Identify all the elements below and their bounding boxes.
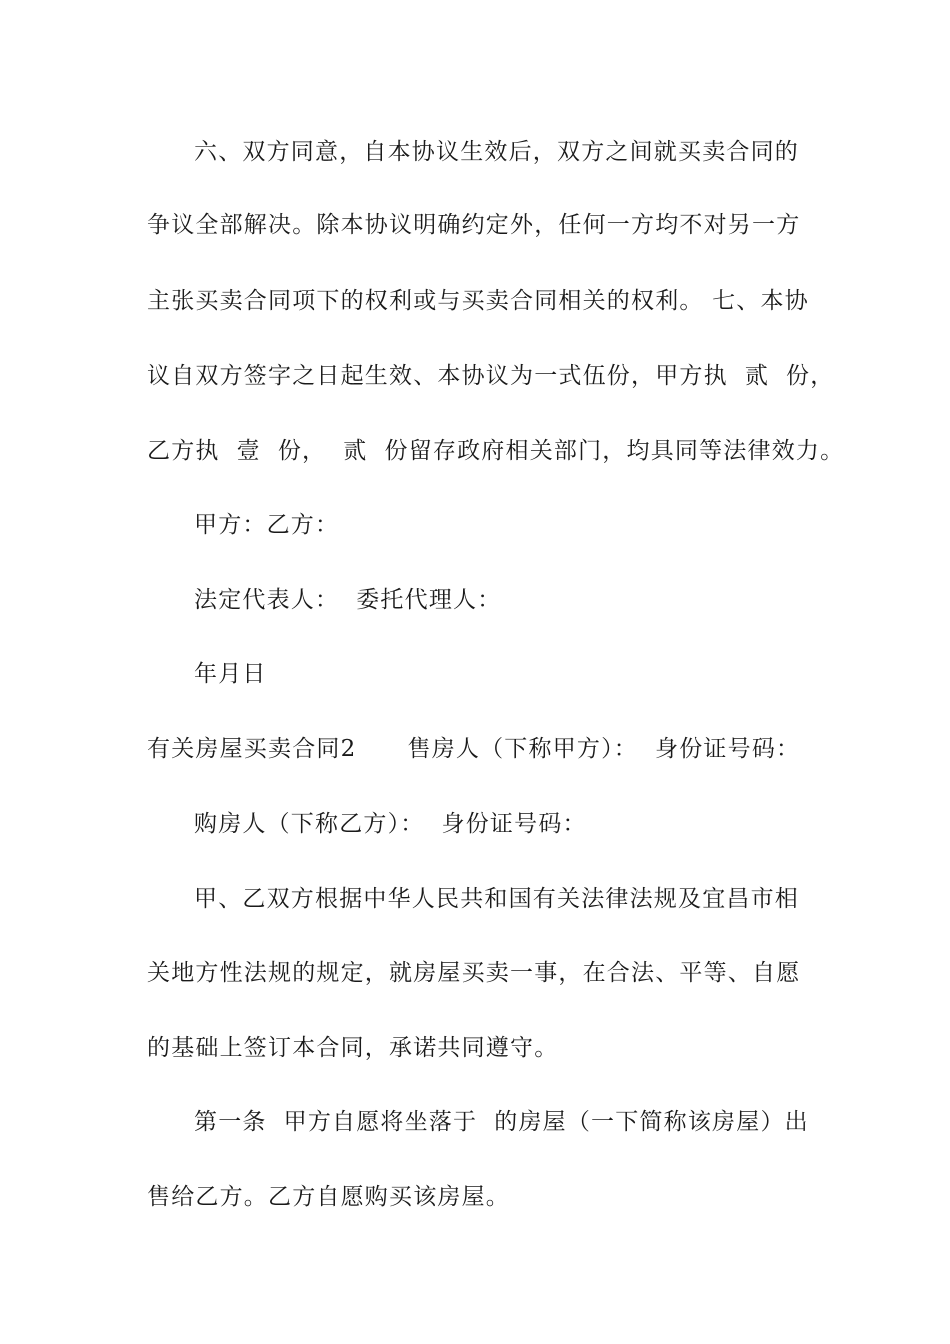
paragraph-line: 主张买卖合同项下的权利或与买卖合同相关的权利。 七、本协 (147, 288, 809, 314)
paragraph-line: 议自双方签字之日起生效、本协议为一式伍份，甲方执 贰 份， (147, 363, 835, 389)
paragraph-line: 六、双方同意，自本协议生效后，双方之间就买卖合同的 (194, 139, 799, 165)
buyer-line: 购房人（下称乙方）： 身份证号码： (194, 811, 587, 837)
paragraph-line: 甲、乙双方根据中华人民共和国有关法律法规及宜昌市相 (194, 886, 799, 912)
date-line: 年月日 (194, 661, 267, 687)
paragraph-line: 乙方执 壹 份， 贰 份留存政府相关部门，均具同等法律效力。 (147, 438, 845, 464)
party-line: 甲方：乙方： (194, 512, 340, 538)
article-line: 售给乙方。乙方自愿购买该房屋。 (147, 1184, 510, 1210)
representative-line: 法定代表人： 委托代理人： (194, 587, 502, 613)
paragraph-line: 的基础上签订本合同，承诺共同遵守。 (147, 1035, 559, 1061)
paragraph-line: 争议全部解决。除本协议明确约定外，任何一方均不对另一方 (147, 212, 801, 238)
article-line: 第一条 甲方自愿将坐落于 的房屋（一下简称该房屋）出 (194, 1109, 809, 1135)
paragraph-line: 关地方性法规的规定，就房屋买卖一事，在合法、平等、自愿 (147, 960, 801, 986)
contract-heading-line: 有关房屋买卖合同2 售房人（下称甲方）： 身份证号码： (147, 736, 801, 762)
